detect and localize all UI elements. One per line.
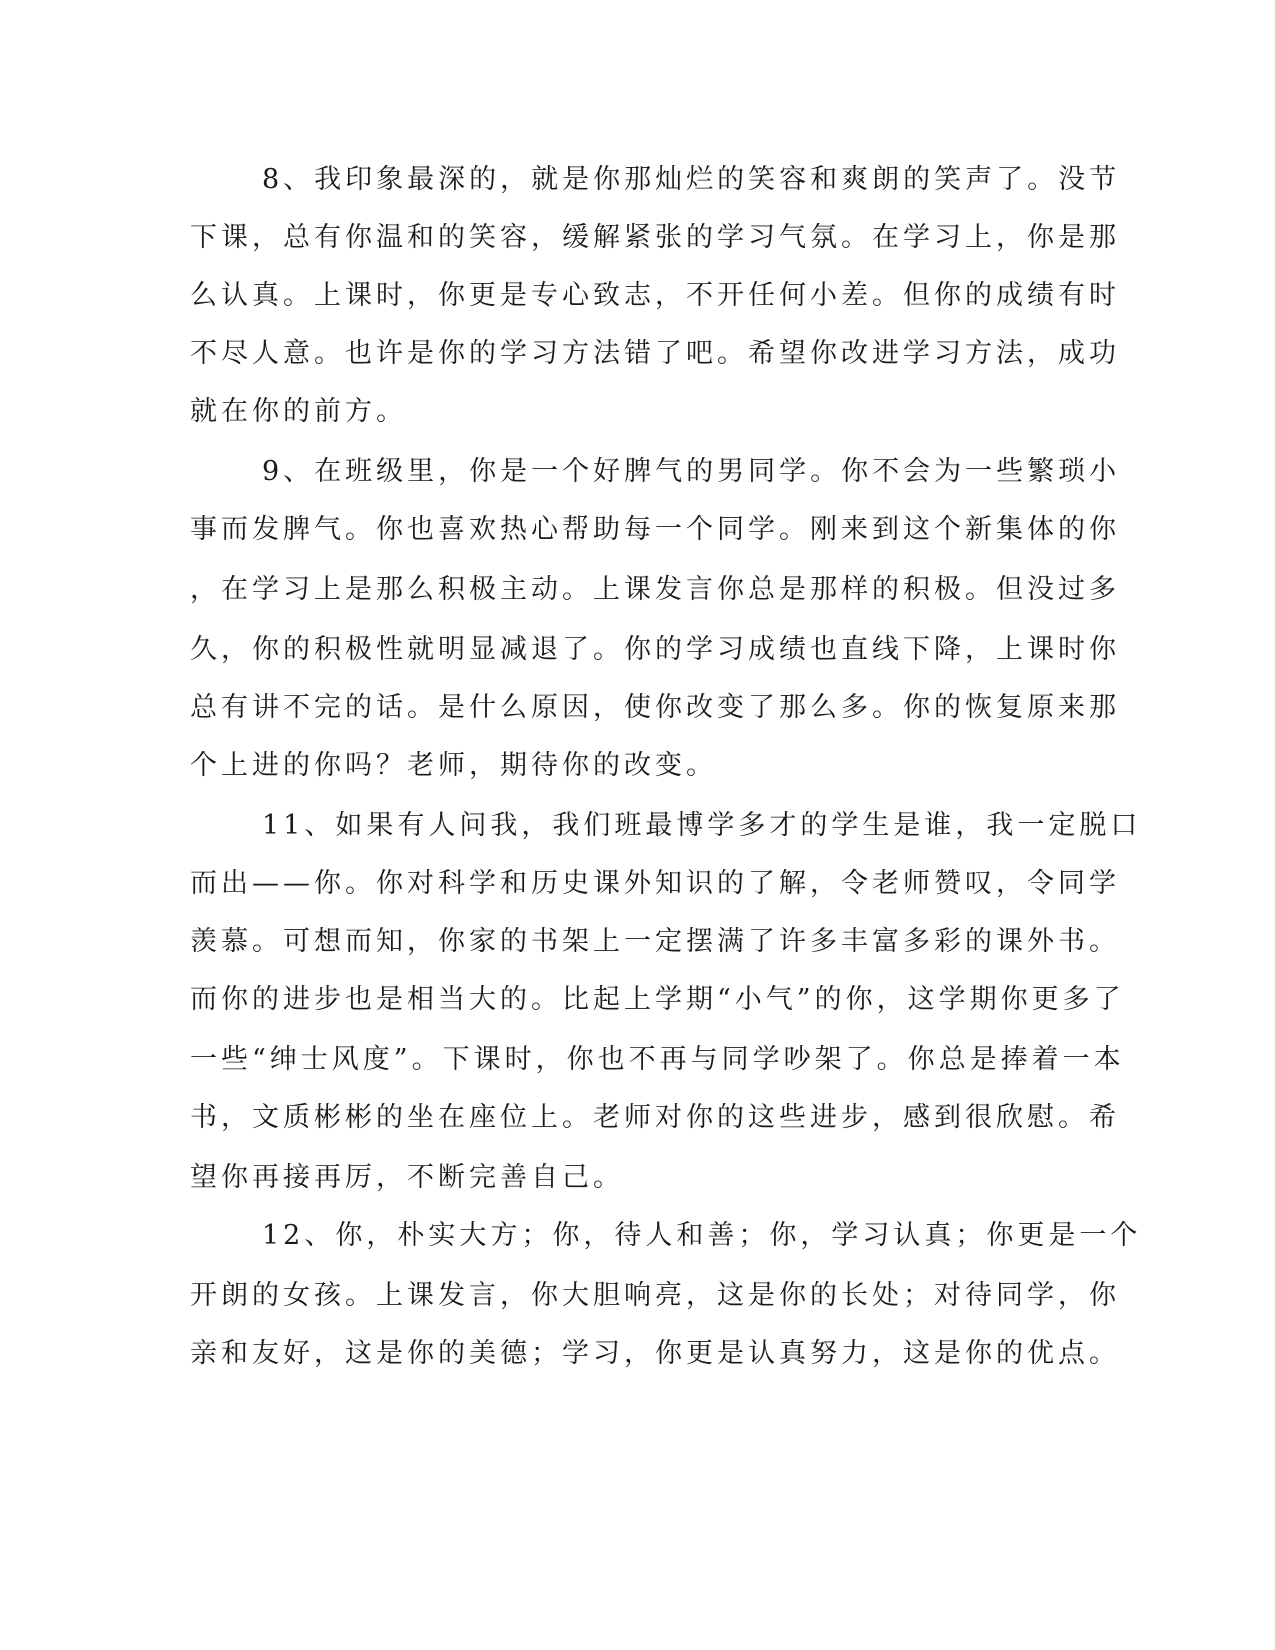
- paragraph-11-line-7: 望你再接再厉，不断完善自己。: [190, 1162, 624, 1193]
- paragraph-11-line-2: 而出——你。你对科学和历史课外知识的了解，令老师赞叹，令同学: [190, 868, 1120, 899]
- paragraph-9-line-5: 总有讲不完的话。是什么原因，使你改变了那么多。你的恢复原来那: [190, 692, 1120, 723]
- paragraph-9-line-6: 个上进的你吗？老师，期待你的改变。: [190, 750, 717, 781]
- paragraph-8-line-5: 就在你的前方。: [190, 396, 407, 427]
- paragraph-12-line-1: 12、你，朴实大方；你，待人和善；你，学习认真；你更是一个: [262, 1220, 1142, 1251]
- paragraph-11-line-3: 羡慕。可想而知，你家的书架上一定摆满了许多丰富多彩的课外书。: [190, 926, 1120, 957]
- paragraph-11-line-1: 11、如果有人问我，我们班最博学多才的学生是谁，我一定脱口: [262, 810, 1142, 841]
- paragraph-11-line-4: 而你的进步也是相当大的。比起上学期“小气”的你，这学期你更多了: [190, 984, 1125, 1015]
- paragraph-8-line-3: 么认真。上课时，你更是专心致志，不开任何小差。但你的成绩有时: [190, 280, 1120, 311]
- paragraph-8-line-1: 8、我印象最深的，就是你那灿烂的笑容和爽朗的笑声了。没节: [262, 164, 1121, 195]
- paragraph-12-line-3: 亲和友好，这是你的美德；学习，你更是认真努力，这是你的优点。: [190, 1338, 1120, 1369]
- paragraph-9-line-4: 久，你的积极性就明显减退了。你的学习成绩也直线下降，上课时你: [190, 634, 1120, 665]
- paragraph-11-line-5: 一些“绅士风度”。下课时，你也不再与同学吵架了。你总是捧着一本: [190, 1044, 1125, 1075]
- paragraph-8-line-2: 下课，总有你温和的笑容，缓解紧张的学习气氛。在学习上，你是那: [190, 222, 1120, 253]
- paragraph-9-line-1: 9、在班级里，你是一个好脾气的男同学。你不会为一些繁琐小: [262, 456, 1121, 487]
- paragraph-11-line-6: 书，文质彬彬的坐在座位上。老师对你的这些进步，感到很欣慰。希: [190, 1102, 1120, 1133]
- paragraph-12-line-2: 开朗的女孩。上课发言，你大胆响亮，这是你的长处；对待同学，你: [190, 1280, 1120, 1311]
- paragraph-9-line-2: 事而发脾气。你也喜欢热心帮助每一个同学。刚来到这个新集体的你: [190, 514, 1120, 545]
- paragraph-8-line-4: 不尽人意。也许是你的学习方法错了吧。希望你改进学习方法，成功: [190, 338, 1120, 369]
- paragraph-9-line-3: ，在学习上是那么积极主动。上课发言你总是那样的积极。但没过多: [190, 574, 1120, 605]
